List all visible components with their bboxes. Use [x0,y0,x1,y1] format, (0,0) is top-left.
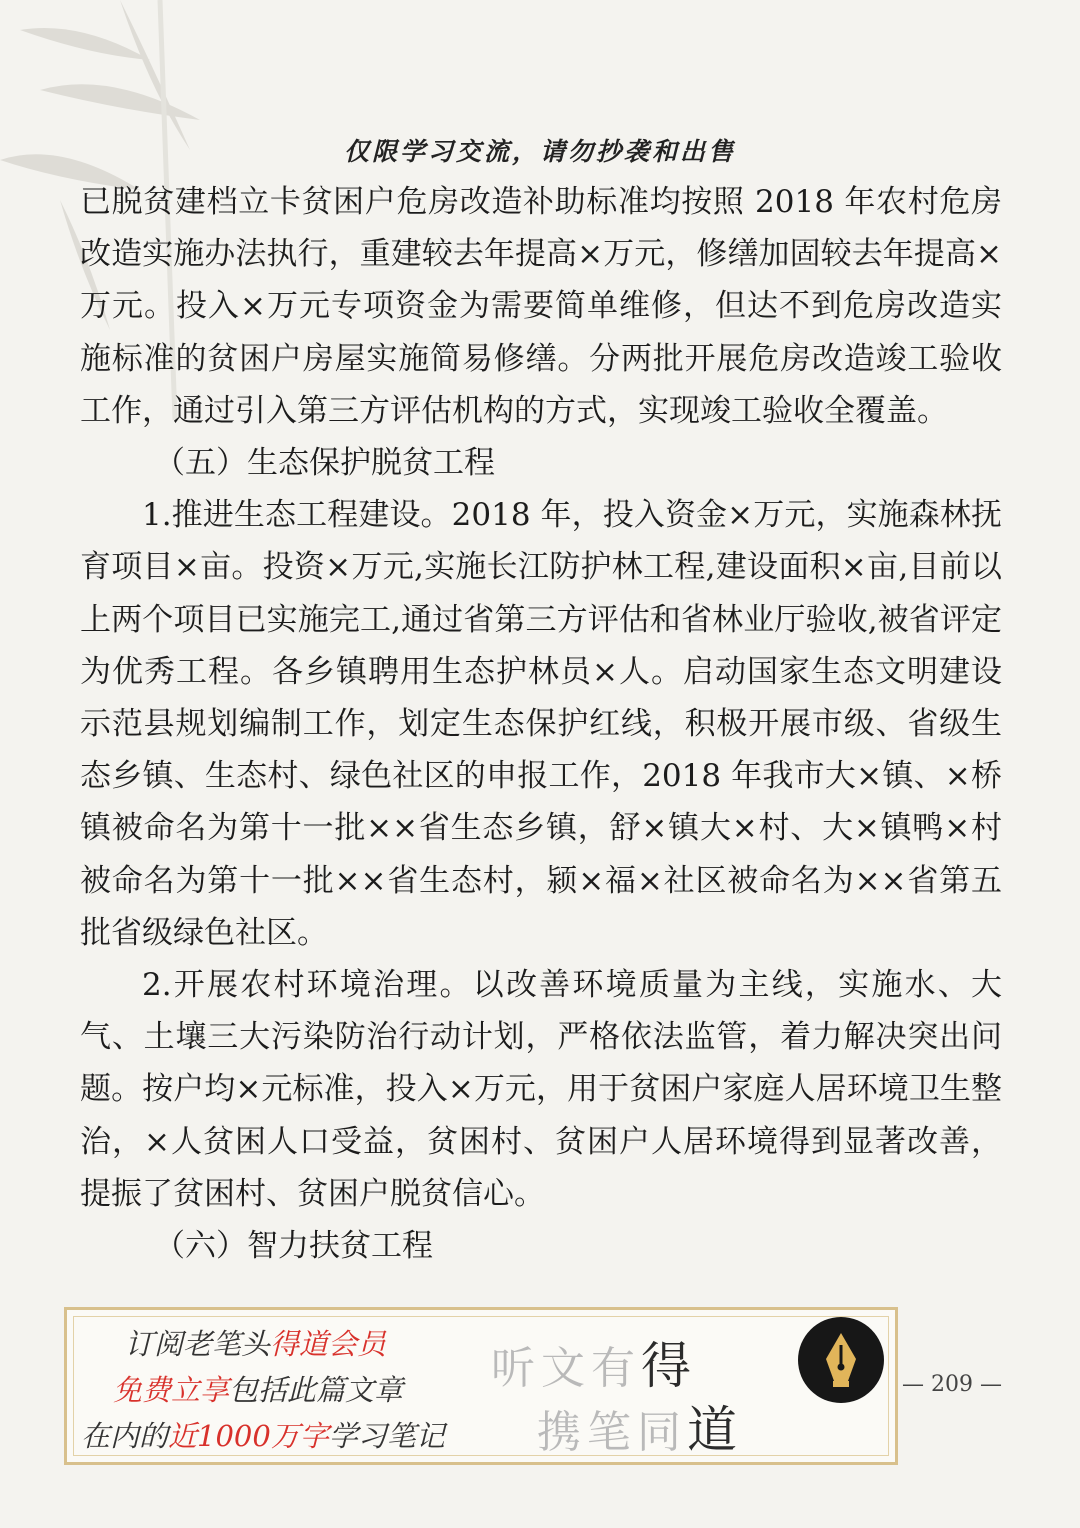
promo-banner [64,1307,898,1465]
paragraph: 已脱贫建档立卡贫困户危房改造补助标准均按照 2018 年农村危房改造实施办法执行，重建较去年提高×万元，修缮加固较去年提高×万元。投入×万元专项资金为需要简单维修，但达不到危房改造实施标准的贫困户房屋实施简易修缮。分两批开展危房改造竣工验收工作，通过引入第三方评估机构的方式，实现竣工验收全覆盖。 [80,184,1002,429]
page-number: — 209 — [902,1372,1002,1397]
section-heading: （五）生态保护脱贫工程 [154,445,495,482]
paragraph: 2.开展农村环境治理。以改善环境质量为主线，实施水、大气、土壤三大污染防治行动计划，严格依法监管，着力解决突出问题。按户均×元标准，投入×万元，用于贫困户家庭人居环境卫生整治，×人贫困人口受益，贫困村、贫困户人居环境得到显著改善，提振了贫困村、贫困户脱贫信心。 [80,967,1002,1212]
body-text [80,176,1002,1272]
slogan-1: 听文有得 [491,1337,697,1395]
promo-line-3: 在内的近1000万字学习笔记 [81,1419,445,1453]
paragraph: 1.推进生态工程建设。2018 年，投入资金×万元，实施森林抚育项目×亩。投资×万元,实施长江防护林工程,建设面积×亩,目前以上两个项目已实施完工,通过省第三方评估和省林业厅验收,被省评定为优秀工程。各乡镇聘用生态护林员×人。启动国家生态文明建设示范县规划编制工作，划定生态保护红线，积极开展市级、省级生态乡镇、生态村、绿色社区的申报工作，2018 年我市大×镇、×桥镇被命名为第十一批××省生态乡镇，舒×镇大×村、大×镇鸭×村被命名为第十一批××省生态村，颍×福×社区被命名为××省第五批省级绿色社区。 [80,497,1002,951]
promo-line-1: 订阅老笔头得道会员 [125,1327,387,1361]
promo-line-2: 免费立享包括此篇文章 [113,1373,404,1407]
section-heading: （六）智力扶贫工程 [154,1228,433,1265]
page-header: 仅限学习交流，请勿抄袭和出售 [343,137,736,166]
pen-nib-logo-icon [798,1317,884,1403]
slogan-2: 携笔同道 [537,1401,743,1459]
